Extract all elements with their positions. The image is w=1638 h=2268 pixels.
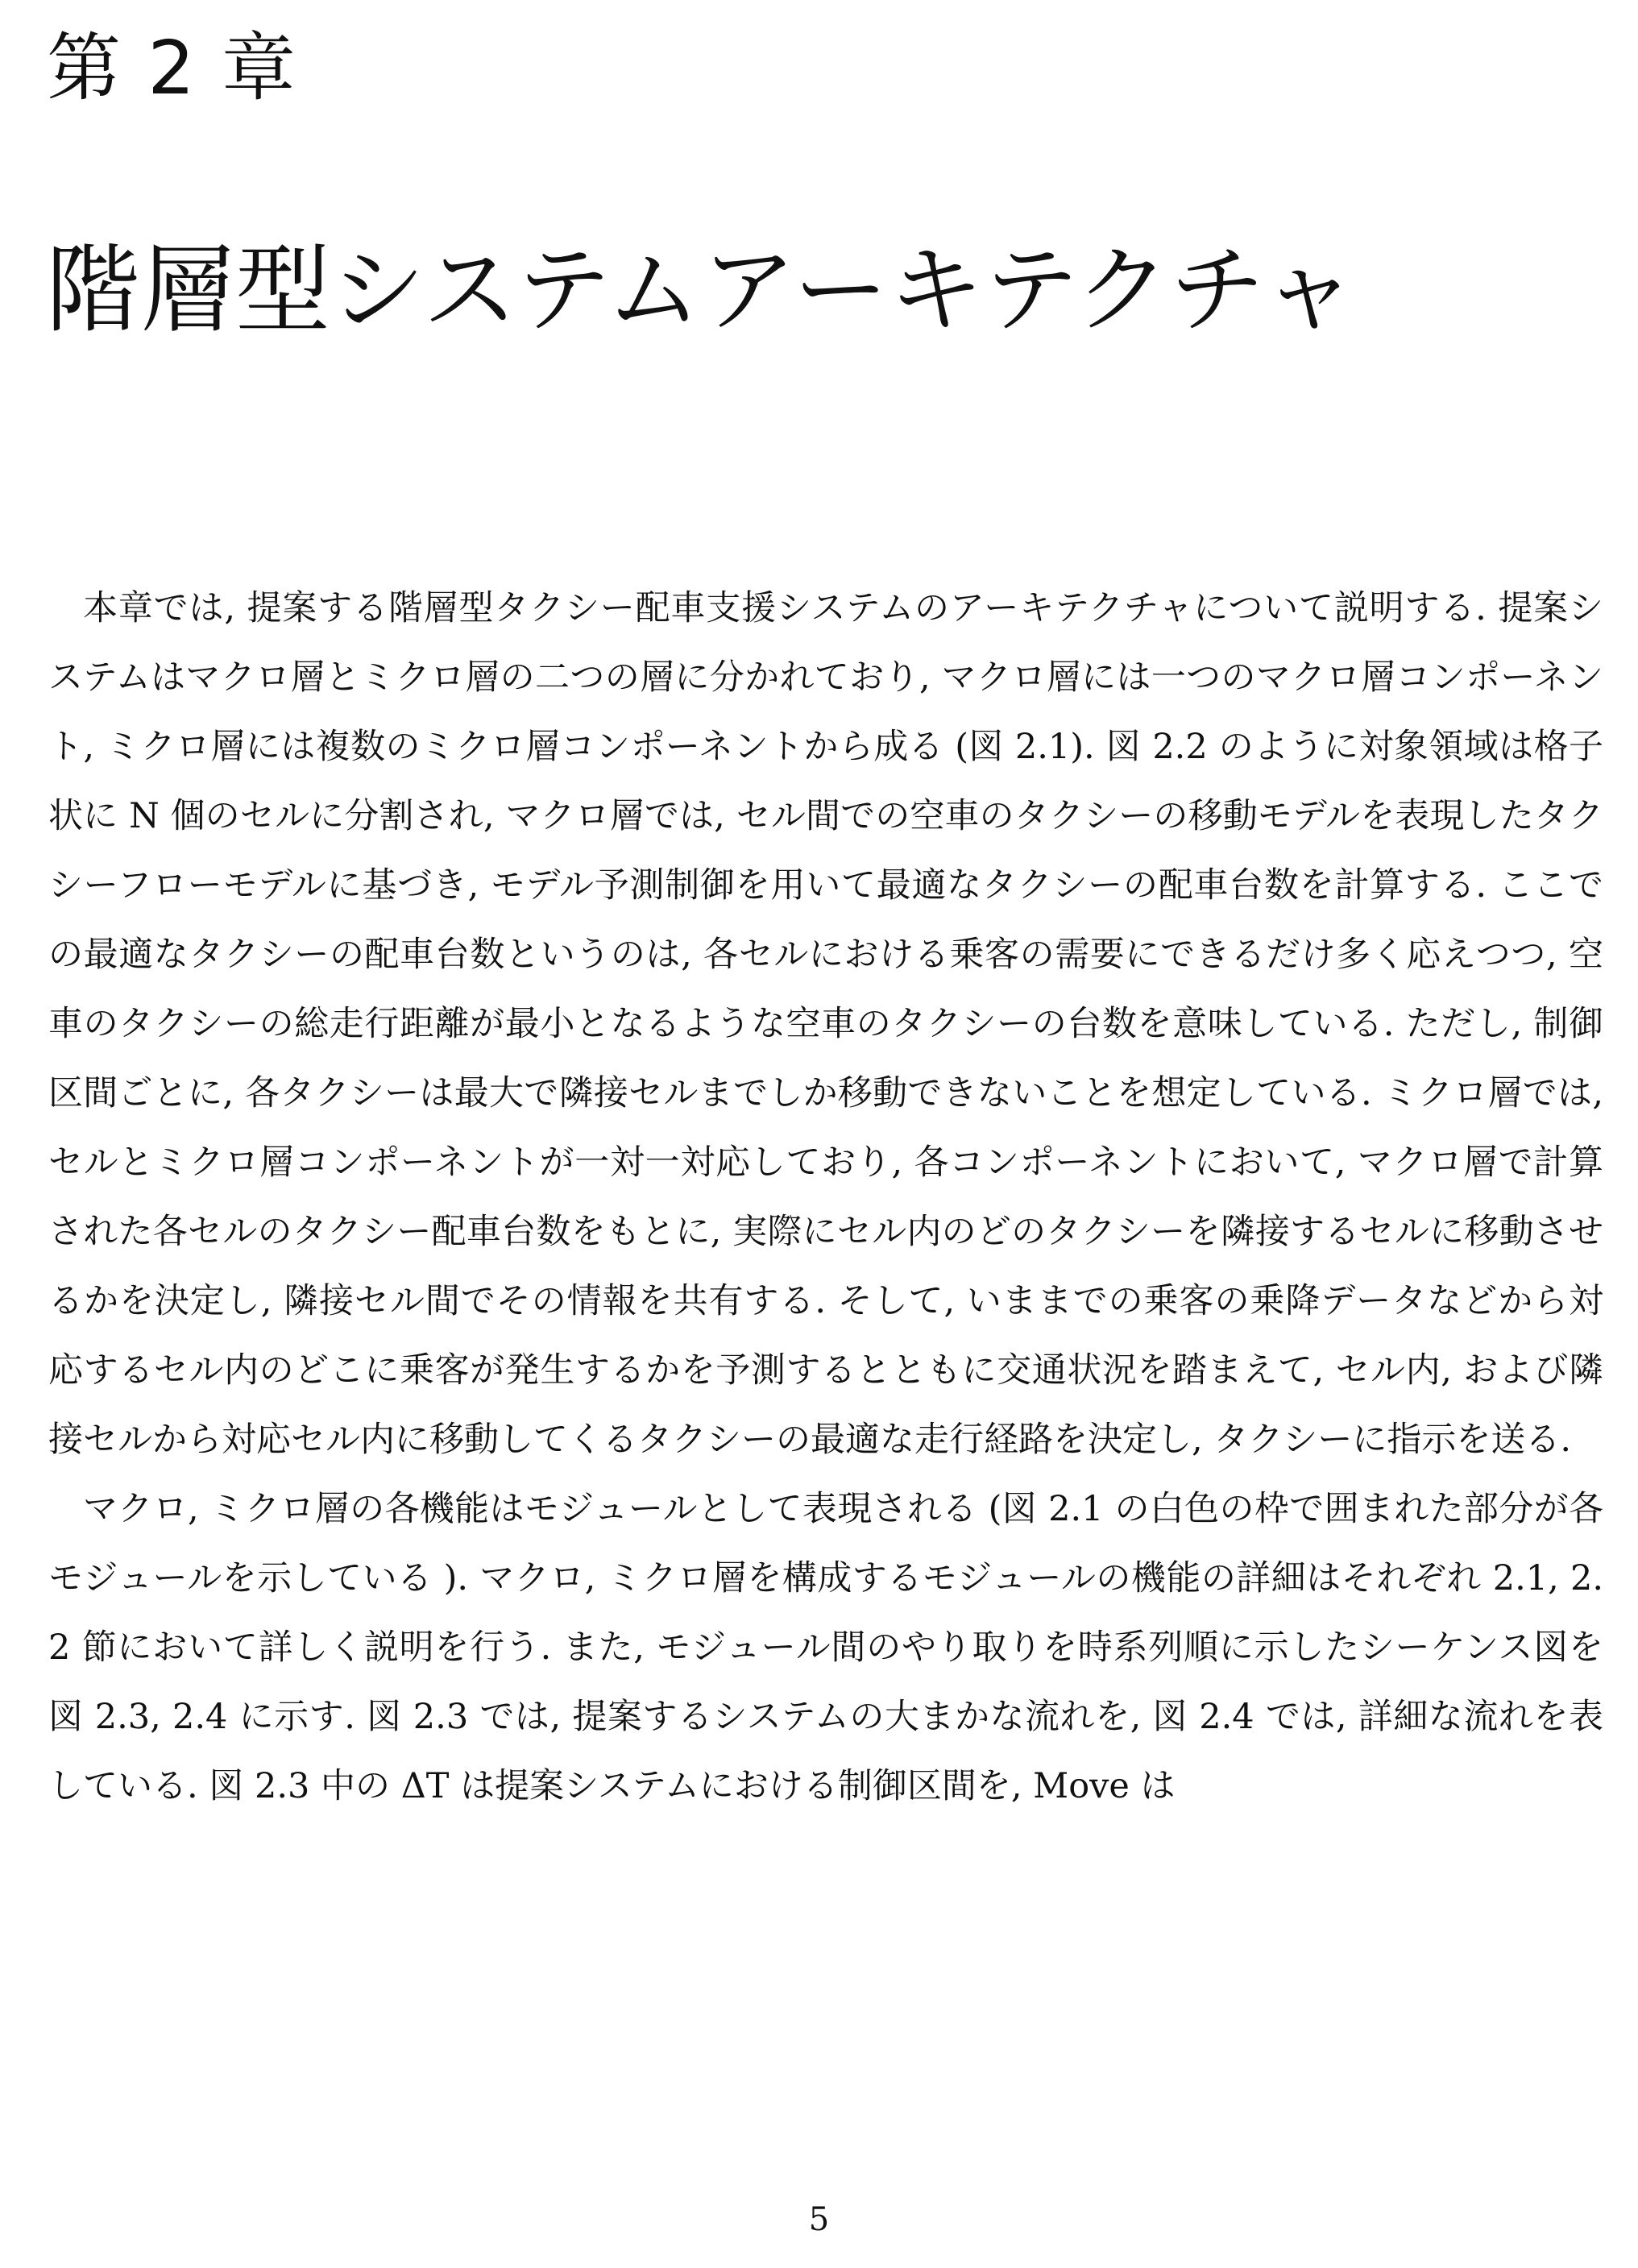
paragraph-1: 本章では, 提案する階層型タクシー配車支援システムのアーキテクチャについて説明する. 提案システムはマクロ層とミクロ層の二つの層に分かれており, マクロ層には一つのマクロ層コンポーネント, ミクロ層には複数のミクロ層コンポーネントから成る (図 2.1). 図 2.2 のように対象領域は格子状に N 個のセルに分割され, マクロ層では, セル間での空車のタクシーの移動モデルを表現したタクシーフローモデルに基づき, モデル予測制御を用いて最適なタクシーの配車台数を計算する. ここでの最適なタクシーの配車台数というのは, 各セルにおける乗客の需要にできるだけ多く応えつつ, 空車のタクシーの総走行距離が最小となるような空車のタクシーの台数を意味している. ただし, 制御区間ごとに, 各タクシーは最大で隣接セルまでしか移動できないことを想定している. ミクロ層では, セルとミクロ層コンポーネントが一対一対応しており, 各コンポーネントにおいて, マクロ層で計算された各セルのタクシー配車台数をもとに, 実際にセル内のどのタクシーを隣接するセルに移動させるかを決定し, 隣接セル間でその情報を共有する. そして, いままでの乗客の乗降データなどから対応するセル内のどこに乗客が発生するかを予測するとともに交通状況を踏まえて, セル内, および隣接セルから対応セル内に移動してくるタクシーの最適な走行経路を決定し, タクシーに指示を送る. xyxy=(48,588,1603,1460)
chapter-label: 第 2 章 xyxy=(47,25,298,111)
page-number: 5 xyxy=(808,2201,830,2238)
chapter-title: 階層型システムアーキテクチャ xyxy=(45,234,1358,346)
paragraph-2: マクロ, ミクロ層の各機能はモジュールとして表現される (図 2.1 の白色の枠で囲まれた部分が各モジュールを示している ). マクロ, ミクロ層を構成するモジュールの機能の詳細はそれぞれ 2.1, 2.2 節において詳しく説明を行う. また, モジュール間のやり取りを時系列順に示したシーケンス図を図 2.3, 2.4 に示す. 図 2.3 では, 提案するシステムの大まかな流れを, 図 2.4 では, 詳細な流れを表している. 図 2.3 中の ΔT は提案システムにおける制御区間を, Move は xyxy=(48,1489,1603,1806)
body-text xyxy=(48,574,1603,1821)
